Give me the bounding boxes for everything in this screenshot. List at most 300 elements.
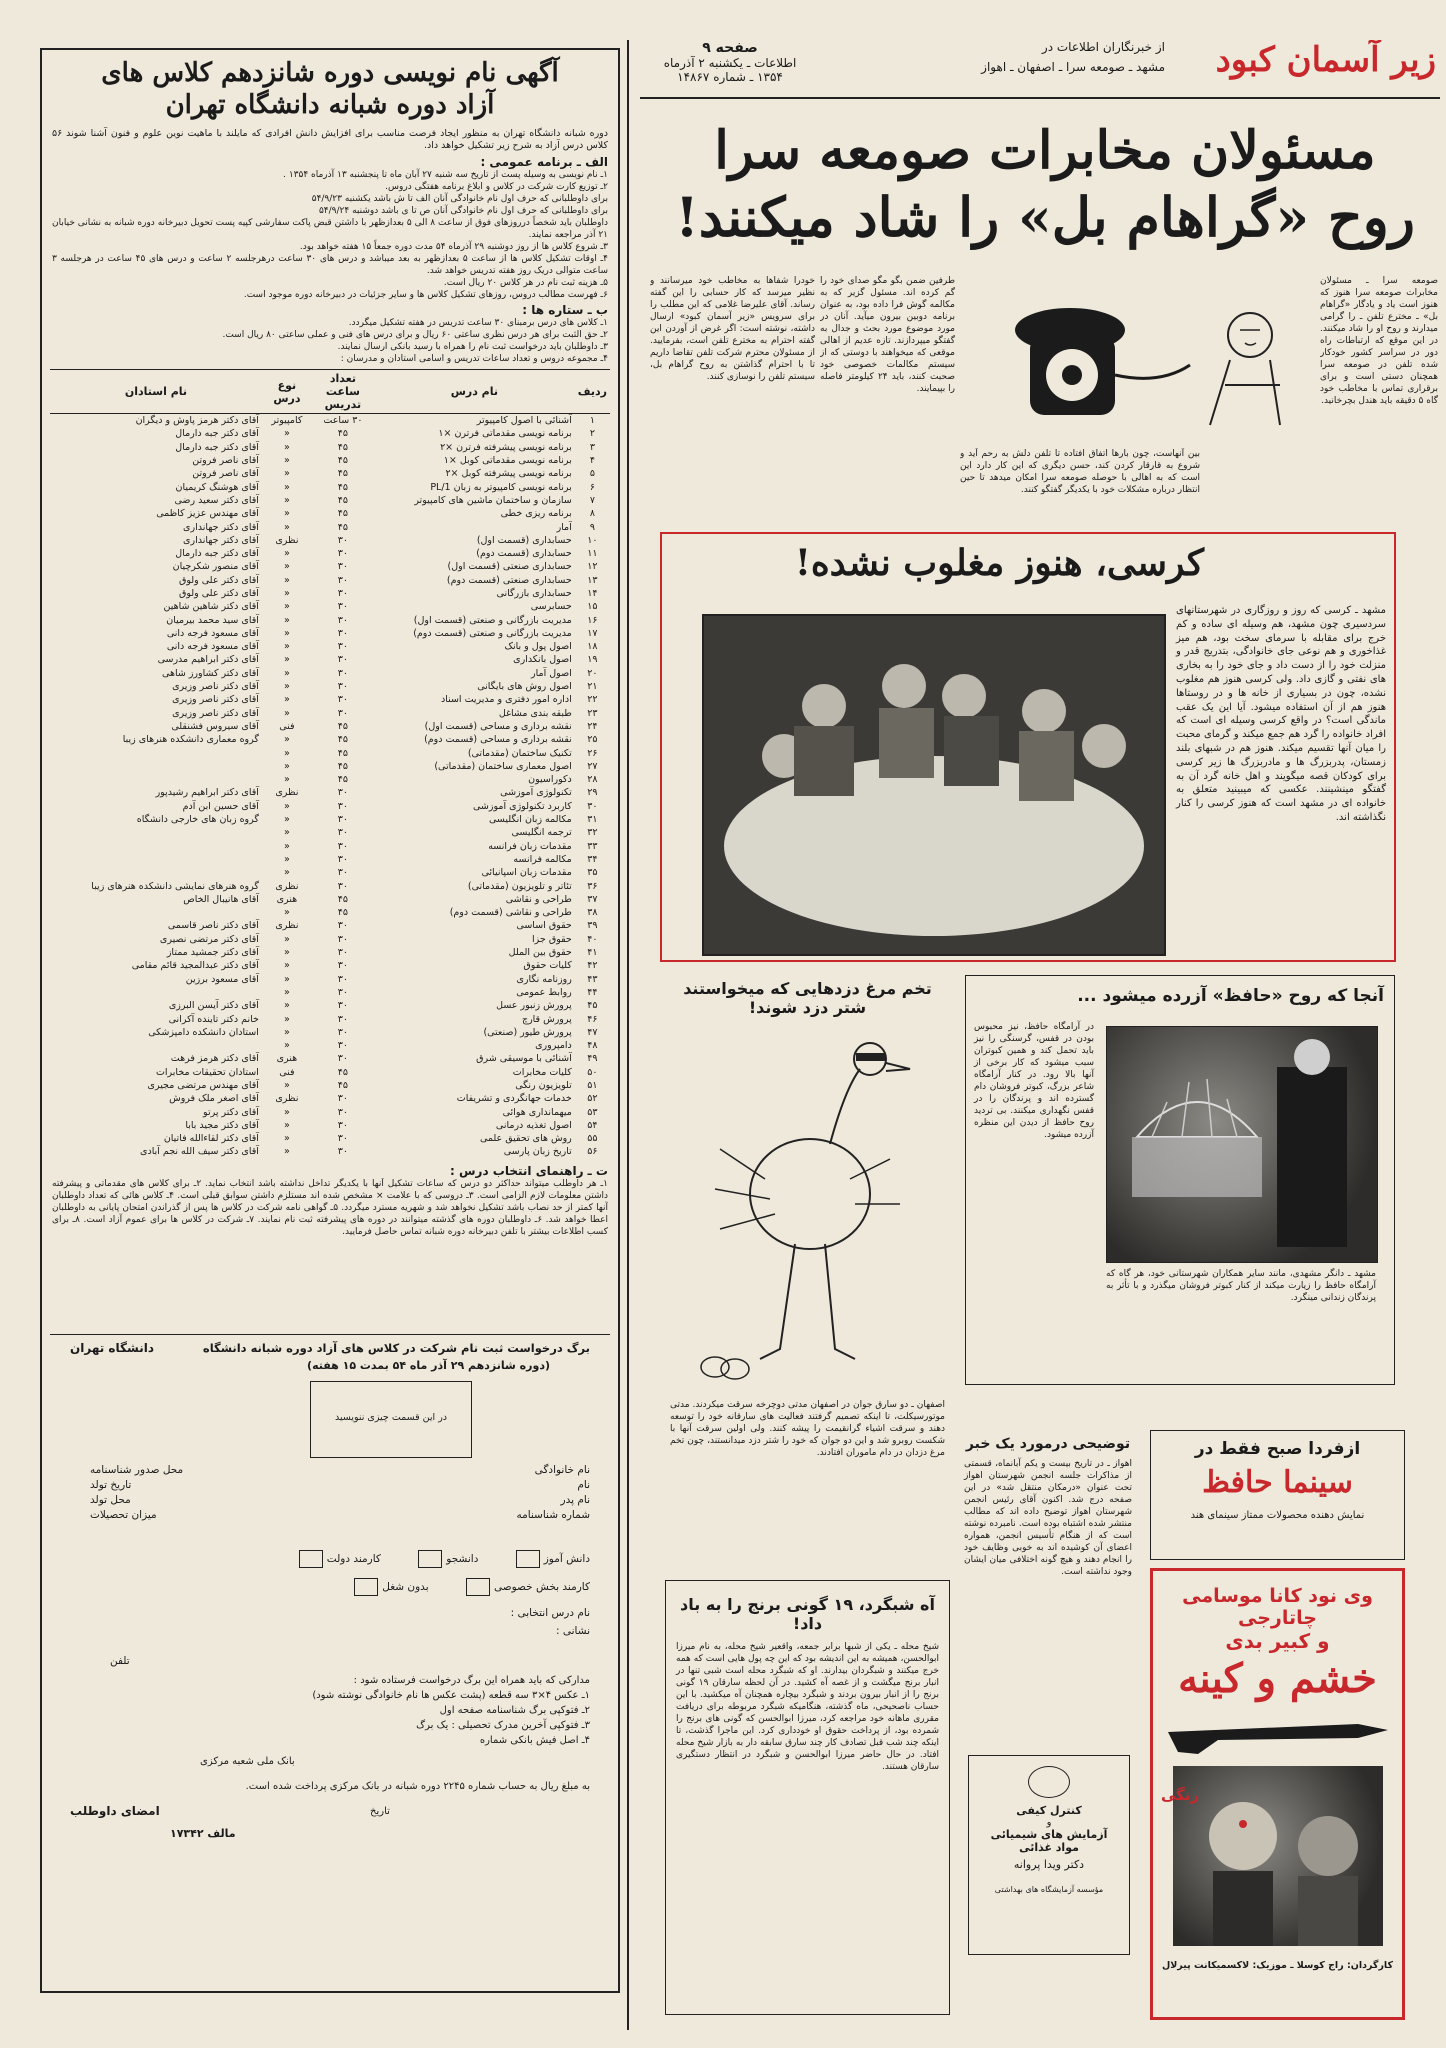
course-name: پرورش زنبور عسل	[496, 1000, 572, 1012]
course-row	[50, 480, 610, 493]
course-row	[50, 520, 610, 533]
course-row	[50, 653, 610, 666]
course-no: ۳۷	[587, 893, 598, 905]
film-poster-photo	[1173, 1766, 1383, 1946]
course-teacher: آقای دکتر ناصر وزیری	[172, 681, 259, 693]
course-name: پرورش قارچ	[521, 1013, 572, 1025]
course-row	[50, 1066, 610, 1079]
form-field-label: محل صدور شناسنامه	[90, 1463, 184, 1476]
telephone-icon	[960, 275, 1315, 445]
ad-title-line2: آزاد دوره شبانه دانشگاه تهران	[165, 90, 495, 120]
clarification-headline: توضیحی درمورد یک خبر	[965, 1436, 1131, 1452]
course-hours: ۴۵	[337, 774, 349, 786]
course-no: ۳۳	[587, 840, 598, 852]
course-row	[50, 667, 610, 680]
course-row	[50, 1052, 610, 1065]
film-and: و کبیر بدی	[1225, 1629, 1330, 1653]
course-no: ۲۷	[587, 760, 598, 772]
course-type: «	[284, 455, 290, 467]
course-row	[50, 640, 610, 653]
course-name: کلیات مخابرات	[512, 1066, 572, 1078]
course-hours: ۴۵	[337, 760, 349, 772]
course-type: «	[284, 627, 290, 639]
header-rule	[640, 97, 1440, 99]
course-name: خدمات جهانگردی و تشریفات	[456, 1093, 572, 1105]
course-no: ۴۶	[587, 1013, 598, 1025]
course-no: ۵۳	[587, 1106, 598, 1118]
form-field-label: تاریخ تولد	[90, 1478, 132, 1491]
job-none: بدون شغل	[382, 1580, 429, 1593]
form-doc-item: ۴ـ اصل فیش بانکی شماره	[479, 1734, 590, 1746]
korsi-photo	[702, 614, 1166, 956]
form-university: دانشگاه تهران	[70, 1340, 154, 1355]
course-name: آشنائی با موسیقی شرق	[476, 1053, 572, 1065]
section-a-title: الف ـ برنامه عمومی :	[480, 155, 608, 169]
film-box	[1150, 1568, 1405, 2020]
issue-line: ۱۳۵۴ ـ شماره ۱۴۸۶۷	[677, 70, 783, 84]
clinic-line5: دکتر ویدا پروانه	[1013, 1858, 1085, 1871]
page-number: صفحه ۹	[702, 40, 758, 56]
course-type: «	[284, 561, 290, 573]
col-course: نام درس	[374, 370, 575, 414]
course-type: «	[284, 1040, 290, 1052]
course-row	[50, 680, 610, 693]
course-hours: ۳۰	[337, 548, 349, 560]
form-subtitle: (دوره شانزدهم ۲۹ آذر ماه ۵۴ بمدت ۱۵ هفته)	[307, 1358, 550, 1372]
section-b-item: ۴ـ مجموعه دروس و تعداد ساعات تدریس و اسامی استادان و مدرسان :	[340, 354, 608, 364]
course-no: ۱۹	[587, 654, 598, 666]
course-row	[50, 1012, 610, 1025]
course-type: «	[284, 654, 290, 666]
section-b-title: ب ـ ستاره ها :	[522, 303, 608, 317]
course-name: مقدمات زبان اسپانیائی	[481, 867, 572, 879]
course-row	[50, 773, 610, 786]
course-type: «	[284, 947, 290, 959]
course-row	[50, 760, 610, 773]
course-teacher: خانم دکتر تاینده آکرانی	[168, 1013, 259, 1025]
ad-title	[42, 50, 618, 120]
section-b-item: ۲ـ حق الثبت برای هر درس نظری ساعتی ۶۰ ریال و برای درس های فنی و عملی ساعتی ۸۰ ریال است.	[222, 330, 608, 340]
course-row	[50, 800, 610, 813]
course-type: «	[284, 707, 290, 719]
hafez-caption: مشهد ـ دانگر مشهدی، مانند سایر همکاران شهرستانی خود، هر گاه که آرامگاه حافظ را زیارت میکند از کنار کبوتر فروشان میگذرد و با تأثر به پرندگان زندانی مینگرد.	[1106, 1269, 1376, 1303]
course-hours: ۴۵	[337, 428, 349, 440]
course-no: ۴۷	[587, 1026, 598, 1038]
rice-text: شیخ محله ـ یکی از شبها برابر جمعه، واقعیر شیخ محله، به نام میرزا ابوالحسن، همیشه به این اندیشه بود که این چه پول هایی است که همه خرج میکنند و شبگردان بیدارند. او که شبگرد محله است شبی تنها در انبار برنج میگشت و از غصه آه کشید. در آن لحظه سارقان ۱۹ گونی برنج را از انبار بیرون بردند و شبگرد بیچاره همچنان آه میکشید. با این حساب ناصحیحی، ماه گذشته، هنگامیکه شبگرد مربوطه برای دریافت مقرری ماهانه خود مراجعه کرد، میرزا ابوالحسن که گونی های برنج را شمرده بود، از پرداخت حقوق او خودداری کرد. این ماجرا گذشت، تا اینکه چند شب قبل تصادف کار چند سارق سابقه دار به بازار شیخ محله افتاد. در حال حاضر میرزا ابوالحسن و شبگرد در انتظار دستگیری سارقان هستند.	[676, 1642, 939, 1772]
course-name: حسابداری صنعتی (قسمت اول)	[447, 561, 572, 573]
course-name: برنامه ریزی خطی	[500, 508, 572, 520]
course-type: نظری	[275, 534, 299, 546]
course-type: «	[284, 494, 290, 506]
course-name: پرورش طیور (صنعتی)	[483, 1026, 572, 1038]
course-hours: ۳۰	[337, 814, 349, 826]
course-type: «	[284, 601, 290, 613]
course-teacher	[50, 866, 262, 879]
form-job-row	[70, 1545, 590, 1601]
course-name: دامپروری	[535, 1040, 572, 1052]
job-university-student-checkbox[interactable]	[418, 1550, 442, 1568]
course-teacher	[50, 986, 262, 999]
course-hours: ۴۵	[337, 720, 349, 732]
article-col-3: طرفین ضمن بگو مگو صدای خود را گم کرده اند. مسئول گزیر که به مکالمه گوش فرا داده بود، به عنوان برنامه دوبین بیرون میآید. آنان در مورد موضوع مورد بحث و جدال به گفتگو میپردازند. تازه عدیم از اهالی موقعی که میخواهند با دوستی که از سیستم مکالمات خصوصی خود صحبت کنند، باید ۲۴ کیلومتر فاصله را بپیمایند.	[820, 276, 955, 394]
course-name: حقوق اساسی	[516, 920, 572, 932]
course-row	[50, 1105, 610, 1118]
course-type: «	[284, 814, 290, 826]
course-type: «	[284, 1000, 290, 1012]
course-teacher: آقای هانیبال الخاص	[183, 893, 259, 905]
course-name: کلیات حقوق	[523, 960, 572, 972]
course-teacher: آقای دکتر جهانداری	[183, 534, 259, 546]
course-hours: ۳۰	[337, 641, 349, 653]
course-type: «	[284, 441, 290, 453]
course-hours: ۳۰	[337, 1133, 349, 1145]
course-name: حسابرسی	[530, 601, 572, 613]
course-type: «	[284, 907, 290, 919]
course-type: «	[284, 1106, 290, 1118]
course-hours: ۳۰	[337, 960, 349, 972]
course-type: «	[284, 667, 290, 679]
job-private: کارمند بخش خصوصی	[493, 1580, 590, 1593]
form-fields	[90, 1463, 590, 1523]
clarification-text: اهواز ـ در تاریخ بیست و یکم آبانماه، قسمتی از مذاکرات جلسه انجمن شهرستان اهواز تحت عنوان «درمکان منتقل شد» در این صفحه درج شد. اکنون آقای رئیس انجمن شهرستان اهواز توضیح داده اند که مطالب منتشر شده اشتباه بوده است. نامبرده نوشته است که از هنگام تأسیس انجمن، همواره اعضای آن کوشیده اند به خوبی وظایف خود را انجام دهند و هیچ گونه اختلافی میان ایشان وجود نداشته است.	[964, 1459, 1132, 1577]
form-doc-item: ۳ـ فتوکپی آخرین مدرک تحصیلی : یک برگ	[416, 1719, 590, 1731]
course-teacher: آقای حسین ابن آدم	[182, 800, 259, 812]
course-name: تلویزیون رنگی	[515, 1079, 572, 1091]
course-type: «	[284, 774, 290, 786]
course-teacher: آقای دکتر عبدالمجید قائم مقامی	[131, 960, 259, 972]
course-hours: ۳۰	[337, 627, 349, 639]
course-name: مدیریت بازرگانی و صنعتی (قسمت اول)	[413, 614, 572, 626]
application-form	[50, 1334, 610, 1845]
course-row	[50, 1145, 610, 1158]
hafez-story	[965, 975, 1395, 1385]
course-teacher: آقای دکتر لقاءالله فاتیان	[163, 1133, 259, 1145]
course-hours: ۴۵	[337, 893, 349, 905]
section-a-item: داوطلبان باید شخصاً درروزهای فوق از ساعت ۸ الی ۵ بعدازظهر با داشتن قبض پاکت سفارشی کپیه پست تحویل دبیرخانه دوره شبانه به نشانی خیابان ۲۱ آذر مراجعه نمایند.	[52, 218, 609, 240]
ostrich-text: اصفهان ـ دو سارق جوان در اصفهان مدتی دوچرخه سرقت میکردند. مدتی موتورسیکلت، تا اینکه تصمیم گرفتند فعالیت های سارقانه خود را توسعه دهند و سرقت اشیاء گرانقیمت را پیشه کنند. ولی اولین سرقت آنها با شکست روبرو شد و این دو جوان که خود را شتر دزد میدانستند، چون تخم مرغ دزدان در دام ماموران افتادند.	[670, 1400, 945, 1458]
course-hours: ۳۰	[337, 1093, 349, 1105]
course-row	[50, 494, 610, 507]
courses-table	[50, 370, 610, 1159]
course-teacher: گروه زبان های خارجی دانشگاه	[136, 814, 259, 826]
course-hours: ۳۰	[337, 681, 349, 693]
article-col-1: صومعه سرا ـ مسئولان مخابرات صومعه سرا هنوز که هنوز است یاد و یادگار «گراهام بل» ـ مخترع تلفن ـ را گرامی میدارند و روح او را شاد میکنند. در این موقع که ارتباطات راه دور در سراسر کشور خودکار شده تلفن در صومعه سرا همچنان دستی است و برای برقراری تماس با مخاطب خود گاه ۵ دقیقه باید هندل بچرخانید.	[1320, 276, 1438, 406]
course-name: اصول پول و بانک	[504, 641, 572, 653]
course-row	[50, 427, 610, 440]
course-name: آمار	[556, 521, 572, 533]
course-teacher: آقای دکتر جبه دارمال	[175, 441, 259, 453]
course-row	[50, 547, 610, 560]
course-teacher	[50, 773, 262, 786]
course-teacher: آقای مسعود فرجه دانی	[166, 627, 259, 639]
course-no: ۱۷	[587, 627, 598, 639]
korsi-story	[660, 532, 1396, 962]
course-no: ۲	[589, 428, 595, 440]
course-no: ۴۰	[587, 933, 598, 945]
course-name: حسابداری (قسمت دوم)	[476, 548, 572, 560]
course-row	[50, 826, 610, 839]
course-name: تکنولوژی آموزشی	[500, 787, 572, 799]
course-no: ۴۴	[587, 986, 598, 998]
course-no: ۵۶	[587, 1146, 598, 1158]
rice-story	[665, 1580, 950, 2015]
section-b-item: ۱ـ کلاس های درس برمبنای ۳۰ ساعت تدریس در هفته تشکیل میگردد.	[348, 318, 608, 328]
course-type: کامپیوتر	[271, 415, 303, 427]
cities-label: مشهد ـ صومعه سرا ـ اصفهان ـ اهواز	[981, 60, 1165, 74]
course-no: ۱۸	[587, 641, 598, 653]
form-field-label: محل تولد	[90, 1493, 131, 1506]
article-col-4: خودرا شفاها به مخاطب خود میرسانند و نظیر میرسد که کار حسابی را این گفته رساند. آقای علیرضا غلامی که این مطلب را برای سرویس «زیر آسمان کبود» ارسال داشته، نوشته است: اگر غرض از آوردن این گفته احترام به مخترع تلفن است، بفرمایید. از مسئولان محترم شرکت تلفن تقاضا داریم تا با احترام گذاشتن به روح گراهام بل، سیستم تلفن را نوسازی کنند.	[650, 276, 815, 382]
course-teacher: آقای مهندس عزیز کاظمی	[156, 508, 259, 520]
course-no: ۲۲	[587, 694, 598, 706]
course-name: اصول روش های بایگانی	[477, 681, 572, 693]
course-no: ۱۵	[587, 601, 598, 613]
course-row	[50, 707, 610, 720]
clinic-line2: و	[1046, 1817, 1052, 1828]
university-ad	[40, 48, 620, 1993]
hafez-text: در آرامگاه حافظ، نیز محبوس بودن در قفس، گرسنگی را نیز باید تحمل کند و همین کبوتران سبب میشود که کار برخی از آنها بالا رود. در کنار آرامگاه شاعر بزرگ، کبوتر فروشان دام گسترده اند و پرندگان را در قفس نگهداری میکنند. بی تردید روح حافظ از دیدن این منظره آزرده میشود.	[974, 1022, 1094, 1140]
course-no: ۳۱	[587, 814, 598, 826]
course-no: ۱۴	[587, 588, 598, 599]
course-no: ۲۰	[587, 667, 598, 679]
course-teacher	[50, 853, 262, 866]
course-type: «	[284, 694, 290, 706]
course-type: نظری	[275, 920, 299, 932]
course-row	[50, 906, 610, 919]
course-no: ۴۸	[587, 1040, 598, 1052]
course-teacher: آقای دکتر ابراهیم مدرسی	[157, 654, 259, 666]
course-name: مقدمات زبان فرانسه	[488, 840, 572, 852]
course-no: ۵	[589, 468, 595, 480]
course-teacher: آقای دکتر جبه دارمال	[175, 428, 259, 440]
course-name: تاریخ زبان پارسی	[503, 1146, 572, 1158]
course-hours: ۴۵	[337, 1079, 349, 1091]
course-teacher: آقای دکتر علی ولوق	[178, 588, 259, 599]
form-amount: به مبلغ ریال به حساب شماره ۲۲۴۵ دوره شبانه در بانک مرکزی پرداخت شده است.	[245, 1780, 590, 1792]
course-no: ۱۳	[587, 574, 598, 586]
course-teacher	[50, 760, 262, 773]
course-no: ۳۰	[587, 800, 598, 812]
job-private-checkbox[interactable]	[466, 1578, 490, 1596]
course-row	[50, 813, 610, 826]
form-course-label: نام درس انتخابی :	[510, 1606, 590, 1619]
course-type: «	[284, 481, 290, 493]
clinic-foot: مؤسسه آزمایشگاه های بهداشتی	[994, 1885, 1104, 1894]
course-no: ۵۵	[587, 1133, 598, 1145]
job-student: دانش آموز	[543, 1552, 590, 1565]
course-type: «	[284, 973, 290, 985]
masthead-title: زیر آسمان کبود	[1215, 40, 1436, 80]
form-signature: امضای داوطلب	[70, 1803, 160, 1818]
course-type: «	[284, 853, 290, 865]
course-teacher: گروه معماری دانشکده هنرهای زیبا	[122, 734, 259, 746]
course-row	[50, 1119, 610, 1132]
phone-cartoon	[960, 275, 1315, 445]
course-teacher: آقای سیروس فشنقلی	[171, 720, 259, 732]
section-a-list	[52, 169, 608, 301]
course-teacher: آقای مسعود فرجه دانی	[166, 641, 259, 653]
course-hours: ۳۰	[337, 787, 349, 799]
course-no: ۴	[589, 455, 595, 467]
course-hours: ۳۰	[337, 1146, 349, 1158]
course-row	[50, 919, 610, 932]
main-headline-line1: مسئولان مخابرات صومعه سرا	[714, 120, 1376, 181]
courses-table-wrap	[50, 369, 610, 1159]
course-teacher: آقای ناصر فروتن	[192, 468, 259, 480]
course-name: طراحی و نقاشی (قسمت دوم)	[449, 907, 572, 919]
ad-intro: دوره شبانه دانشگاه تهران به منظور ایجاد فرصت مناسب برای افزایش دانش افرادی که مایلند با ماهیت نوین علوم و فنون آشنا شوند ۵۶ کلاس درس آزاد به شرح زیر تشکیل خواهد داد.	[52, 128, 608, 151]
course-hours: ۳۰	[337, 973, 349, 985]
course-hours: ۴۵	[337, 747, 349, 759]
course-name: نقشه برداری و مساحی (قسمت اول)	[424, 720, 572, 732]
course-row	[50, 1026, 610, 1039]
course-teacher: آقای دکتر ناصر قاسمی	[167, 920, 259, 932]
course-no: ۵۴	[587, 1119, 598, 1131]
course-row	[50, 613, 610, 626]
job-government-checkbox[interactable]	[299, 1550, 323, 1568]
course-teacher: آقای دکتر هرمز پاوش و دیگران	[135, 415, 259, 427]
course-row	[50, 1039, 610, 1052]
course-row	[50, 959, 610, 972]
rice-headline: آه شبگرد، ۱۹ گونی برنج را به باد داد!	[680, 1595, 935, 1633]
course-type: «	[284, 800, 290, 812]
course-type: «	[284, 681, 290, 693]
course-name: حسابداری (قسمت اول)	[476, 534, 572, 546]
form-bank: بانک ملی شعبه مرکزی	[200, 1755, 295, 1767]
course-name: نقشه برداری و مساحی (قسمت دوم)	[424, 734, 572, 746]
job-none-checkbox[interactable]	[354, 1578, 378, 1596]
course-hours: ۴۵	[337, 494, 349, 506]
course-row	[50, 972, 610, 985]
korsi-headline: کرسی، هنوز مغلوب نشده!	[795, 542, 1204, 584]
job-government: کارمند دولت	[326, 1552, 381, 1565]
course-teacher: آقای دکتر مرتضی نصیری	[159, 933, 259, 945]
course-type: «	[284, 588, 290, 599]
section-b-list	[52, 317, 608, 365]
course-teacher: آقای هوشنگ کریمیان	[175, 481, 259, 493]
section-a-item: ۶ـ فهرست مطالب دروس، روزهای تشکیل کلاس ها و سایر جزئیات در دبیرخانه دوره موجود است.	[243, 290, 608, 300]
course-row	[50, 746, 610, 759]
course-row	[50, 1079, 610, 1092]
course-name: آشنائی با اصول کامپیوتر	[476, 415, 572, 427]
course-type: «	[284, 574, 290, 586]
main-headline	[650, 120, 1440, 260]
course-no: ۸	[589, 508, 595, 520]
course-row	[50, 986, 610, 999]
cinema-ad	[1150, 1430, 1405, 2020]
course-hours: ۳۰	[337, 614, 349, 626]
course-type: «	[284, 840, 290, 852]
course-hours: ۴۵	[337, 441, 349, 453]
course-teacher	[50, 1039, 262, 1052]
film-color-tag: رنگی	[1161, 1786, 1200, 1804]
course-type: «	[284, 1079, 290, 1091]
rifle-icon	[1158, 1702, 1398, 1762]
course-teacher: آقای دکتر جمشید ممتاز	[166, 947, 259, 959]
course-teacher: گروه هنرهای نمایشی دانشکده هنرهای زیبا	[91, 880, 259, 892]
col-teacher: نام استادان	[50, 370, 262, 414]
course-name: روش های تحقیق علمی	[480, 1133, 572, 1145]
clinic-ad	[968, 1755, 1130, 1955]
course-teacher: آقای دکتر سیف الله نجم آبادی	[140, 1146, 259, 1158]
course-hours: ۳۰	[337, 933, 349, 945]
courses-body	[50, 414, 610, 1159]
course-row	[50, 720, 610, 733]
hafez-photo	[1106, 1026, 1378, 1263]
cinema-top-text: ازفردا صبح فقط در	[1194, 1439, 1361, 1459]
section-c-title: ت ـ راهنمای انتخاب درس :	[450, 1163, 608, 1178]
course-no: ۲۶	[587, 747, 598, 759]
job-student-checkbox[interactable]	[516, 1550, 540, 1568]
course-row	[50, 840, 610, 853]
course-teacher: آقای مهندس مرتضی مجیری	[147, 1079, 259, 1091]
course-row	[50, 454, 610, 467]
course-no: ۴۹	[587, 1053, 598, 1065]
form-title: برگ درخواست ثبت نام شرکت در کلاس های آزاد دوره شبانه دانشگاه	[202, 1340, 590, 1355]
course-name: حسابداری بازرگانی	[496, 588, 572, 599]
section-b-item: ۳ـ داوطلبان باید درخواست ثبت نام را همراه با رسید بانکی ارسال نمایند.	[337, 342, 608, 352]
course-type: فنی	[279, 720, 295, 732]
course-hours: ۴۵	[337, 907, 349, 919]
form-field-label: میزان تحصیلات	[90, 1508, 157, 1521]
course-type: «	[284, 1013, 290, 1025]
course-hours: ۳۰	[337, 667, 349, 679]
course-no: ۵۱	[587, 1079, 598, 1091]
course-no: ۵۰	[587, 1066, 598, 1078]
course-name: اصول بانکداری	[513, 654, 572, 666]
course-teacher: آقای اصغر ملک فروش	[169, 1093, 259, 1105]
course-hours: ۳۰	[337, 880, 349, 892]
form-phone-label: تلفن	[110, 1654, 130, 1667]
course-row	[50, 733, 610, 746]
form-address-label: نشانی :	[555, 1624, 590, 1637]
column-divider	[627, 40, 629, 2030]
ostrich-headline: تخم مرغ دزدهایی که میخواستند شتر دزد شوند!	[683, 979, 932, 1017]
course-no: ۲۸	[587, 774, 598, 786]
cinema-name: سینما حافظ	[1202, 1465, 1353, 1500]
course-type: نظری	[275, 880, 299, 892]
course-name: تکنیک ساختمان (مقدماتی)	[467, 747, 572, 759]
course-teacher: آقای منصور شکرچیان	[172, 561, 259, 573]
bird-cage-icon	[1107, 1027, 1377, 1262]
form-doc-item: ۱ـ عکس ۴×۳ سه قطعه (پشت عکس ها نام خانوادگی نوشته شود)	[312, 1689, 590, 1701]
course-name: ترجمه انگلیسی	[511, 827, 572, 839]
course-no: ۴۵	[587, 1000, 598, 1012]
film-stars: وی نود کانا موسامی چاتارجی	[1182, 1585, 1373, 1629]
job-university-student: دانشجو	[446, 1552, 479, 1565]
course-hours: ۳۰	[337, 534, 349, 546]
course-name: حسابداری صنعتی (قسمت دوم)	[446, 574, 572, 586]
course-teacher: آقای دکتر پرتو	[203, 1106, 259, 1118]
clinic-line1: کنترل کیفی	[1016, 1804, 1082, 1817]
course-row	[50, 441, 610, 454]
course-row	[50, 574, 610, 587]
cinema-top-box	[1150, 1430, 1405, 1560]
course-hours: ۳۰	[337, 1053, 349, 1065]
course-row	[50, 507, 610, 520]
section-a-item: ۱ـ نام نویسی به وسیله پست از تاریخ سه شنبه ۲۷ آبان ماه تا پنجشنبه ۱۳ آذرماه ۱۳۵۴ .	[283, 170, 608, 180]
form-docs-title: مدارکی که باید همراه این برگ درخواست فرستاده شود :	[353, 1674, 590, 1686]
course-type: «	[284, 760, 290, 772]
course-no: ۱۶	[587, 614, 598, 626]
course-hours: ۳۰ ساعت	[323, 415, 363, 427]
course-row	[50, 627, 610, 640]
course-no: ۲۵	[587, 734, 598, 746]
course-type: فنی	[279, 1066, 295, 1078]
course-no: ۲۳	[587, 707, 598, 719]
course-teacher	[50, 906, 262, 919]
course-no: ۷	[589, 494, 595, 506]
